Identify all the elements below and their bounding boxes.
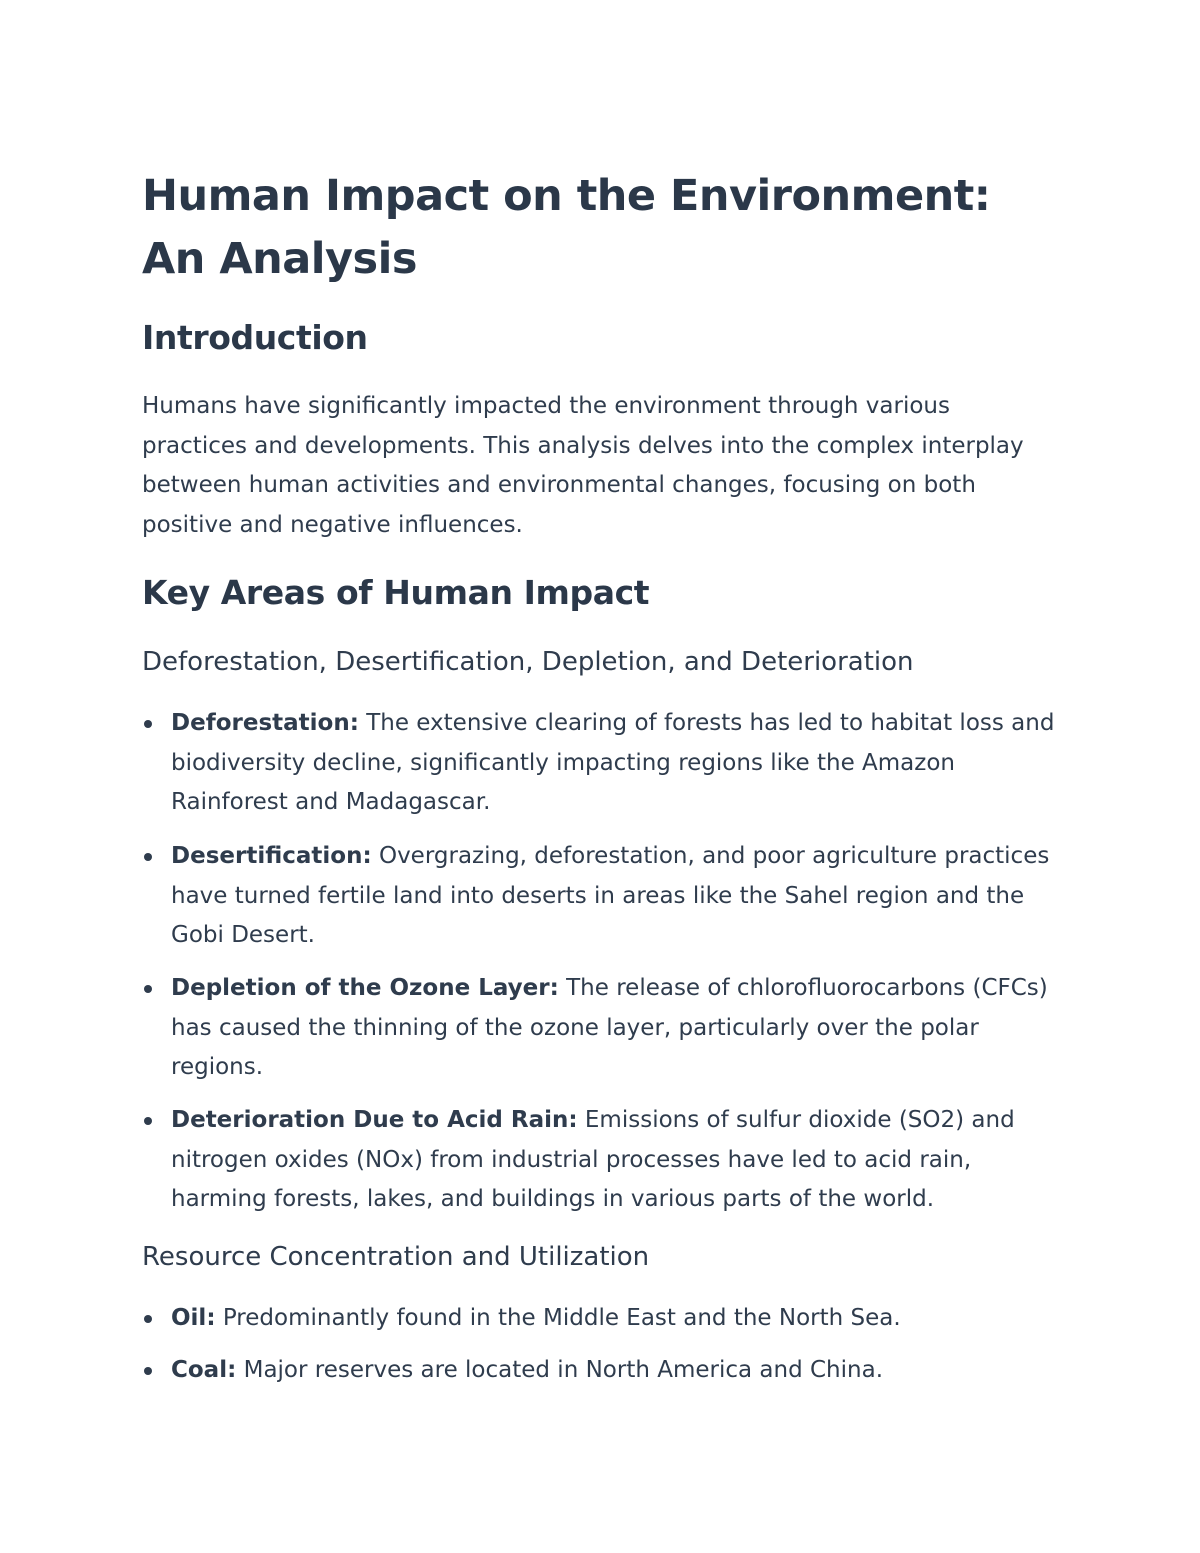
bullet-icon <box>144 985 152 993</box>
list-item-text: The extensive clearing of forests has led to habitat loss and biodiversity decline, significantly impacting regions like the Amazon Rainforest and Madagascar. <box>171 710 1055 815</box>
bullet-icon <box>144 1367 152 1375</box>
list-item-text: The release of chlorofluorocarbons (CFCs) has caused the thinning of the ozone layer, particularly over the polar regions. <box>171 975 1048 1080</box>
list-item-desertification <box>142 837 1057 969</box>
list-item-acid-rain <box>142 1101 1057 1220</box>
list-item-term: Depletion of the Ozone Layer: <box>171 975 559 1001</box>
list-item-text: Predominantly found in the Middle East and the North Sea. <box>215 1305 901 1331</box>
resource-section-heading: Resource Concentration and Utilization <box>142 1242 650 1272</box>
list-item-term: Deforestation: <box>171 710 359 736</box>
key-areas-heading: Key Areas of Human Impact <box>142 573 650 612</box>
list-item-text: Major reserves are located in North America and China. <box>236 1357 884 1383</box>
list-item-term: Oil: <box>171 1305 216 1331</box>
list-item-deforestation <box>142 704 1057 837</box>
document-title: Human Impact on the Environment: An Analysis <box>142 171 991 284</box>
list-item-text: Overgrazing, deforestation, and poor agriculture practices have turned fertile land into deserts in areas like the Sahel region and the Gobi Desert. <box>171 843 1050 948</box>
list-item-coal <box>142 1351 1057 1391</box>
resource-list <box>142 1299 1057 1391</box>
bullet-icon <box>144 1117 152 1125</box>
deforestation-list <box>142 704 1057 1220</box>
list-item-text: Emissions of sulfur dioxide (SO2) and nitrogen oxides (NOx) from industrial processes have led to acid rain, harming forests, lakes, and buildings in various parts of the world. <box>171 1107 1015 1212</box>
deforestation-section-heading: Deforestation, Desertification, Depletion, and Deterioration <box>142 647 914 677</box>
bullet-icon <box>144 853 152 861</box>
list-item-oil <box>142 1299 1057 1351</box>
introduction-heading: Introduction <box>142 318 368 357</box>
list-item-term: Coal: <box>171 1357 237 1383</box>
list-item-term: Desertification: <box>171 843 372 869</box>
list-item-ozone-depletion <box>142 969 1057 1101</box>
introduction-paragraph: Humans have significantly impacted the environment through various practices and developments. This analysis delves into the complex interplay between human activities and environmental changes, focusing on both positive and negative influences. <box>142 393 1024 538</box>
bullet-icon <box>144 720 152 728</box>
list-item-term: Deterioration Due to Acid Rain: <box>171 1107 578 1133</box>
bullet-icon <box>144 1315 152 1323</box>
